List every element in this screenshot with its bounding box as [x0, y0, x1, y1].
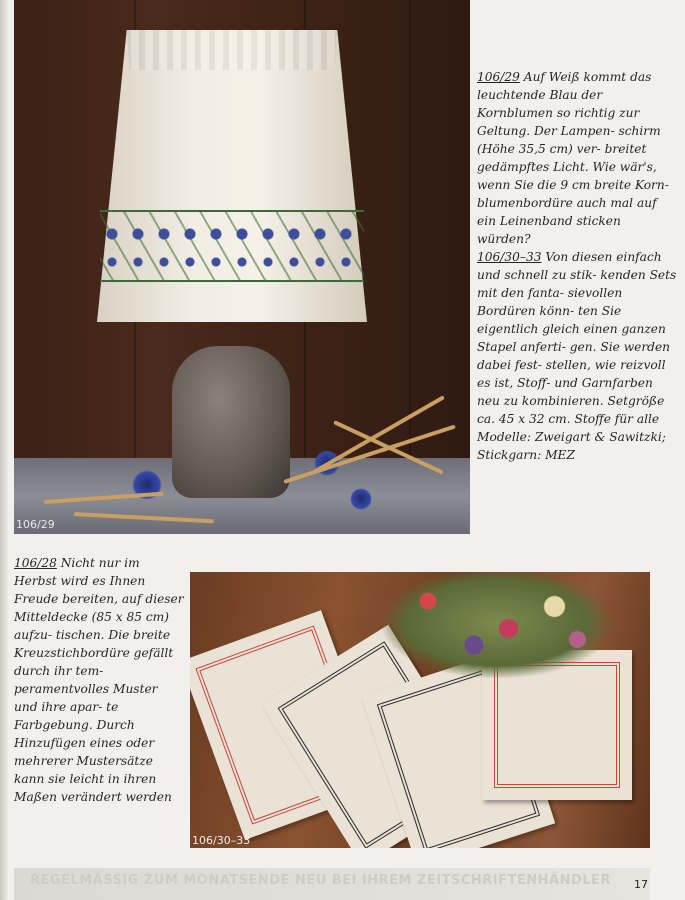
cornflower	[350, 488, 372, 510]
article-body: Auf Weiß kommt das leuchtende Blau der Kornblumen so richtig zur Geltung. Der Lampen- schirm (Höhe 35,5 cm) ver- breitet gedämpftes Licht. Wie wär's, wenn Sie die 9 cm breite Korn- blumenbordüre auch mal auf ein Leinenband sticken würden?	[477, 70, 669, 246]
flower-bouquet	[382, 572, 612, 678]
lamp-photo	[14, 0, 470, 534]
footer-banner: REGELMÄSSIG ZUM MONATSENDE NEU BEI IHREM ZEITSCHRIFTENHÄNDLER	[30, 873, 611, 888]
page-number: 17	[634, 878, 648, 891]
article-text-right	[477, 68, 677, 464]
article-text-left	[14, 554, 184, 806]
page-edge	[0, 0, 8, 900]
article-body: Nicht nur im Herbst wird es Ihnen Freude bereiten, auf dieser Mitteldecke (85 x 85 cm) aufzu- tischen. Die breite Kreuzstichbordüre gefällt durch ihr tem- peramentvolles Muster und ihre apar- te Farbgebung. Durch Hinzufügen eines oder mehrerer Mustersätze kann sie leicht in ihren Maßen verändert werden	[14, 556, 184, 804]
article-body: Von diesen einfach und schnell zu stik- kenden Sets mit den fanta- sievollen Bordüren könn- ten Sie eigentlich gleich einen ganzen Stapel anferti- gen. Sie werden dabei fest- stellen, wie reizvoll es ist, Stoff- und Garnfarben neu zu kombinieren. Setgröße ca. 45 x 32 cm. Stoffe für alle Modelle: Zweigart & Sawitzki; Stickgarn: MEZ	[477, 250, 677, 462]
article-reference: 106/28	[14, 556, 57, 570]
placemat-photo	[190, 572, 650, 848]
lamp-shade-folds	[97, 30, 367, 70]
article-reference: 106/30–33	[477, 250, 542, 264]
photo-caption-top: 106/29	[16, 518, 55, 531]
article-reference: 106/29	[477, 70, 520, 84]
photo-caption-bottom: 106/30–33	[192, 834, 251, 847]
lamp-base	[172, 346, 290, 498]
cornflower-border	[100, 210, 364, 282]
